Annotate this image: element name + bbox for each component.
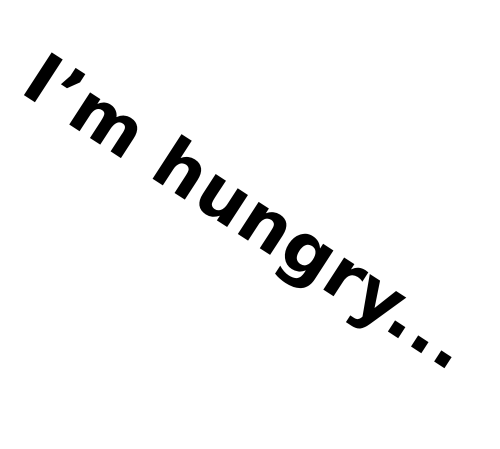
handwritten-text: I’m hungry... (9, 37, 487, 387)
